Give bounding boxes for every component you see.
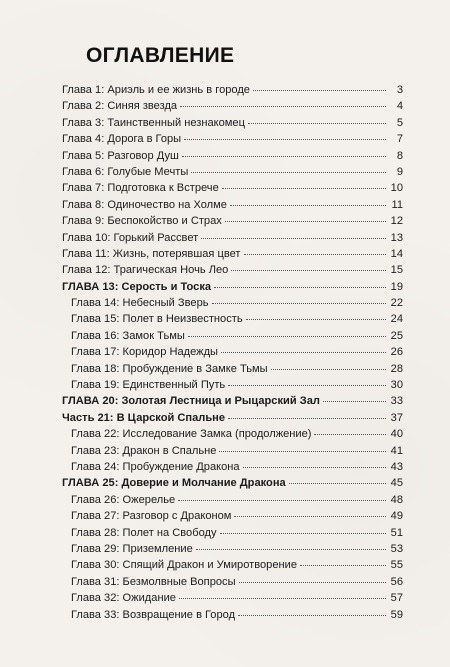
toc-entry-title: Глава 10: Горький Рассвет (62, 231, 199, 244)
dot-leader (201, 238, 386, 239)
toc-entry-title: Глава 32: Ожидание (71, 592, 176, 605)
toc-entry-title: ГЛАВА 25: Доверие и Молчание Дракона (62, 477, 286, 490)
dot-leader (314, 434, 386, 435)
toc-entry (62, 426, 403, 442)
toc-entry-title: Глава 31: Безмолвные Вопросы (71, 575, 236, 588)
toc-entry-title: Глава 7: Подготовка к Встрече (62, 182, 219, 195)
toc-entry (62, 164, 403, 180)
toc-entry-title: Глава 6: Голубые Мечты (62, 165, 189, 178)
toc-entry-title: Глава 1: Ариэль и ее жизнь в городе (62, 84, 250, 96)
toc-entry-page-number: 53 (390, 542, 403, 555)
dot-leader (182, 156, 386, 157)
toc-entry-page-number: 57 (390, 592, 403, 605)
toc-entry-title: Глава 11: Жизнь, потерявшая цвет (62, 247, 241, 260)
toc-entry (62, 361, 403, 377)
toc-entry-title: Глава 19: Единственный Путь (71, 379, 226, 392)
toc-entry (62, 344, 403, 360)
toc-entry-page-number: 30 (390, 379, 403, 392)
toc-entry (62, 475, 403, 491)
toc-entry-page-number: 56 (390, 575, 403, 588)
dot-leader (214, 287, 386, 288)
dot-leader (222, 188, 386, 189)
toc-entry-title: Глава 28: Полет на Свободу (71, 526, 217, 539)
toc-entry (62, 607, 403, 623)
dot-leader (212, 303, 386, 304)
dot-leader (196, 549, 386, 550)
toc-entry-title: ГЛАВА 20: Золотая Лестница и Рыцарский Зал (62, 395, 320, 408)
toc-entry-title: Глава 23: Дракон в Спальне (71, 444, 217, 457)
toc-entry (62, 213, 403, 229)
toc-entry-page-number: 19 (390, 280, 403, 293)
toc-entry (62, 82, 403, 98)
dot-leader (300, 565, 386, 566)
toc-entry-page-number: 8 (396, 149, 403, 162)
dot-leader (323, 401, 386, 402)
toc-entry-page-number: 28 (390, 362, 403, 375)
toc-entry-title: ГЛАВА 13: Серость и Тоска (62, 280, 212, 293)
toc-entry-title: Глава 30: Спящий Дракон и Умиротворение (71, 559, 297, 572)
toc-entry-title: Глава 33: Возвращение в Город (71, 608, 236, 621)
toc-entry (62, 131, 403, 147)
toc-entry-title: Глава 3: Таинственный незнакомец (62, 116, 245, 129)
toc-entry-title: Глава 18: Пробуждение в Замке Тьмы (71, 362, 268, 375)
toc-entry (62, 525, 403, 541)
toc-entry-page-number: 11 (391, 198, 403, 211)
toc-entry-page-number: 40 (390, 428, 403, 441)
toc-entry (62, 328, 403, 344)
toc-entry-page-number: 26 (390, 346, 403, 359)
toc-entry-page-number: 24 (390, 313, 403, 326)
dot-leader (271, 369, 386, 370)
toc-entry-title: Глава 2: Синяя звезда (62, 100, 178, 113)
dot-leader (248, 123, 386, 124)
toc-entry-title: Глава 26: Ожерелье (71, 493, 176, 506)
toc-entry (62, 443, 403, 459)
toc-entry-title: Глава 12: Трагическая Ночь Лео (62, 264, 229, 277)
toc-entry (62, 279, 403, 295)
toc-entry (62, 295, 403, 311)
dot-leader (243, 467, 386, 468)
toc-entry (62, 574, 403, 590)
toc-entry (62, 541, 403, 557)
toc-entry-page-number: 51 (390, 526, 403, 539)
toc-entry (62, 246, 403, 262)
toc-entry-title: Глава 4: Дорога в Горы (62, 133, 182, 146)
toc-entry (62, 262, 403, 278)
toc-entry-page-number: 7 (396, 133, 403, 146)
dot-leader (231, 270, 386, 271)
toc-title: ОГЛАВЛЕНИЕ (86, 44, 235, 67)
toc-entry-page-number: 48 (390, 493, 403, 506)
toc-entry (62, 148, 403, 164)
table-of-contents (62, 82, 403, 623)
toc-entry (62, 459, 403, 475)
toc-entry (62, 377, 403, 393)
dot-leader (228, 418, 386, 419)
toc-entry (62, 230, 403, 246)
toc-entry-page-number: 10 (390, 182, 403, 195)
toc-entry-page-number: 12 (390, 215, 403, 228)
dot-leader (219, 451, 386, 452)
toc-entry (62, 393, 403, 409)
toc-entry-page-number: 25 (390, 329, 403, 342)
toc-entry-title: Глава 27: Разговор с Драконом (71, 510, 232, 523)
dot-leader (221, 352, 386, 353)
toc-entry-title: Глава 5: Разговор Душ (62, 149, 179, 162)
toc-entry (62, 115, 403, 131)
toc-entry-page-number: 13 (390, 231, 403, 244)
dot-leader (253, 90, 386, 91)
dot-leader (244, 254, 387, 255)
dot-leader (246, 319, 386, 320)
dot-leader (239, 582, 386, 583)
toc-entry (62, 410, 403, 426)
toc-entry-page-number: 45 (390, 477, 403, 490)
toc-entry-title: Глава 16: Замок Тьмы (71, 329, 185, 342)
toc-entry-page-number: 3 (396, 84, 403, 96)
toc-entry-page-number: 22 (390, 297, 403, 310)
toc-entry-page-number: 5 (396, 116, 403, 129)
toc-entry-page-number: 49 (390, 510, 403, 523)
toc-entry (62, 197, 403, 213)
toc-entry-page-number: 43 (390, 460, 403, 473)
dot-leader (178, 500, 386, 501)
toc-entry-page-number: 33 (390, 395, 403, 408)
toc-entry-title: Глава 29: Приземление (71, 542, 193, 555)
toc-entry-title: Глава 17: Коридор Надежды (71, 346, 219, 359)
toc-entry-page-number: 41 (390, 444, 403, 457)
dot-leader (191, 172, 386, 173)
dot-leader (188, 336, 386, 337)
dot-leader (180, 106, 386, 107)
toc-entry-page-number: 55 (390, 559, 403, 572)
dot-leader (230, 205, 386, 206)
toc-entry-title: Глава 9: Беспокойство и Страх (62, 215, 222, 228)
toc-entry-page-number: 14 (390, 247, 403, 260)
toc-entry-page-number: 59 (390, 608, 403, 621)
toc-entry (62, 590, 403, 606)
toc-entry (62, 557, 403, 573)
toc-entry (62, 311, 403, 327)
toc-entry-title: Глава 24: Пробуждение Дракона (71, 460, 240, 473)
toc-entry-page-number: 4 (396, 100, 403, 113)
dot-leader (220, 533, 386, 534)
toc-entry-title: Глава 14: Небесный Зверь (71, 297, 209, 310)
toc-entry-page-number: 15 (390, 264, 403, 277)
toc-entry-title: Часть 21: В Царской Спальне (62, 411, 226, 424)
dot-leader (179, 598, 386, 599)
dot-leader (234, 516, 386, 517)
dot-leader (238, 615, 386, 616)
dot-leader (225, 221, 386, 222)
toc-entry-page-number: 9 (396, 165, 403, 178)
toc-entry-page-number: 37 (390, 411, 403, 424)
dot-leader (184, 139, 386, 140)
toc-entry (62, 508, 403, 524)
toc-entry (62, 98, 403, 114)
toc-entry-title: Глава 15: Полет в Неизвестность (71, 313, 243, 326)
dot-leader (228, 385, 386, 386)
dot-leader (289, 483, 386, 484)
toc-entry-title: Глава 8: Одиночество на Холме (62, 198, 227, 211)
toc-entry-title: Глава 22: Исследование Замка (продолжение) (71, 428, 312, 441)
toc-entry (62, 492, 403, 508)
toc-entry (62, 180, 403, 196)
